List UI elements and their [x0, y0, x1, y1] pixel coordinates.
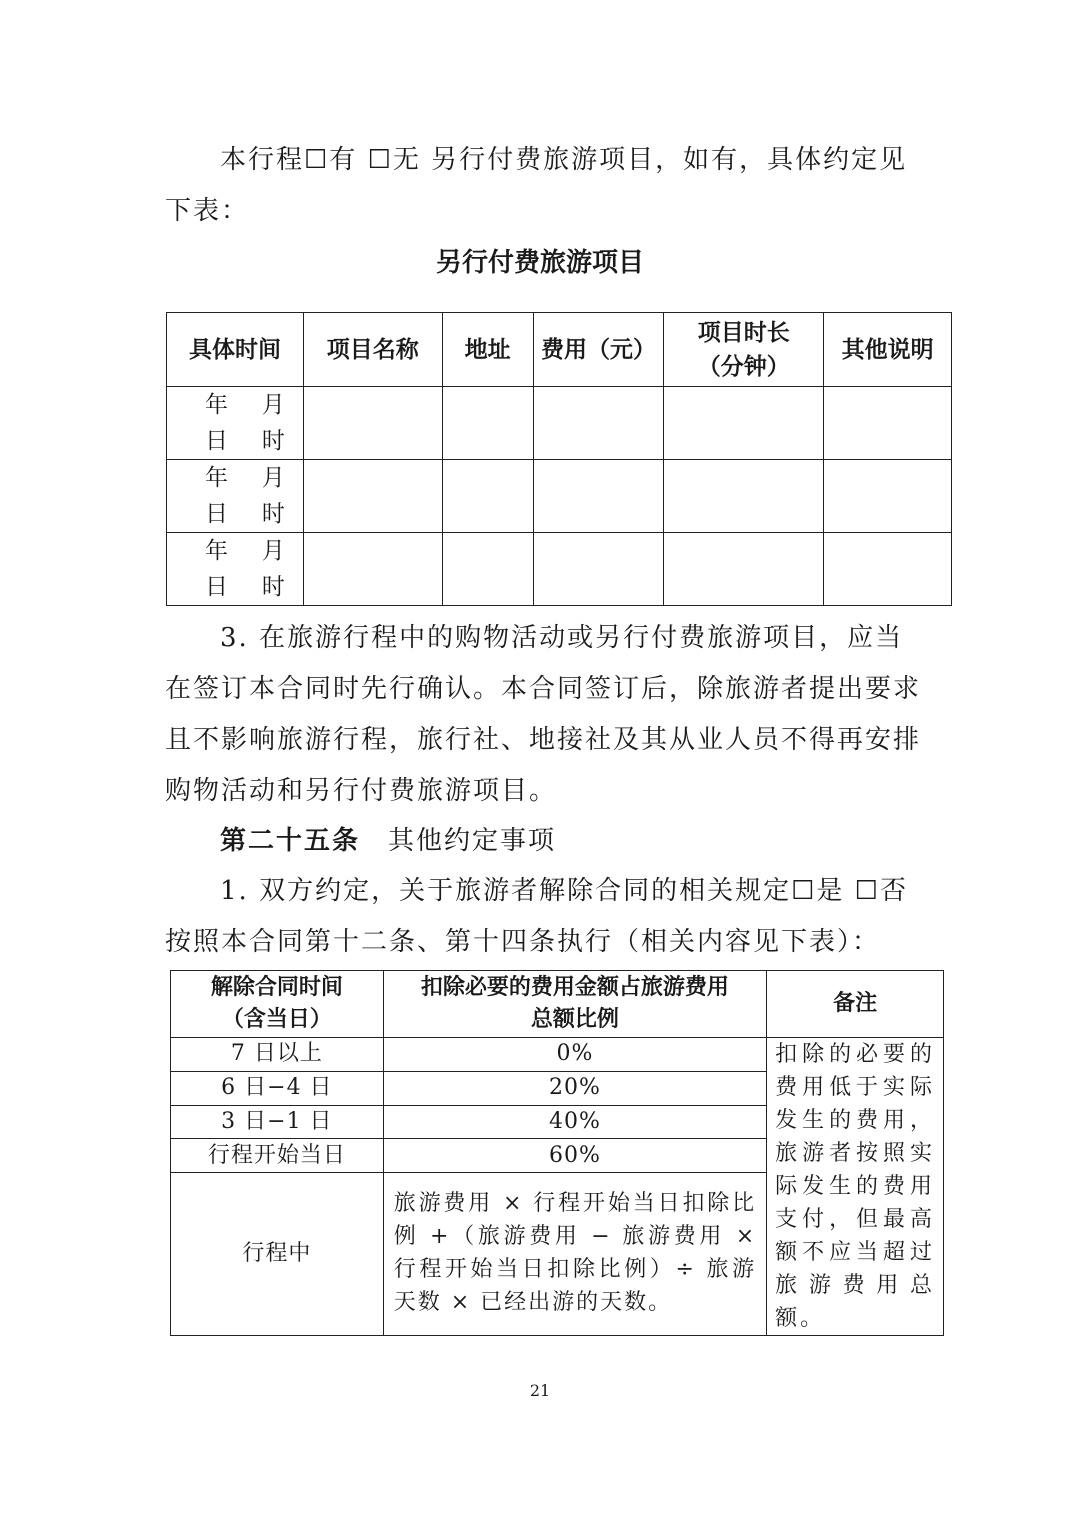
ratio-cell: 0% — [383, 1038, 766, 1072]
article-25-heading — [220, 818, 556, 864]
time-cell: 行程中 — [171, 1173, 384, 1336]
date-cell: 年 月 日 时 — [167, 387, 304, 460]
empty-cell — [442, 533, 533, 606]
clause-3-paragraph: 3. 在旅游行程中的购物活动或另行付费旅游项目，应当在签订本合同时先行确认。本合同签订后，除旅游者提出要求且不影响旅游行程，旅行社、地接社及其从业人员不得再安排购物活动和另行付费旅游项目。 — [165, 623, 922, 806]
intro-paragraph: 本行程☐有 ☐无 另行付费旅游项目，如有，具体约定见下表： — [165, 145, 908, 226]
table-row — [167, 460, 952, 533]
header-duration-line1: 项目时长 — [697, 319, 790, 346]
header-specific-time: 具体时间 — [167, 313, 304, 387]
empty-cell — [442, 460, 533, 533]
header-deduction-ratio: 扣除必要的费用金额占旅游费用 总额比例 — [383, 971, 766, 1038]
date-cell: 年 月 日 时 — [167, 533, 304, 606]
empty-cell — [824, 460, 952, 533]
ratio-cell: 60% — [383, 1139, 766, 1173]
article-number: 第二十五条 — [220, 826, 361, 856]
header-duration — [664, 313, 824, 387]
empty-cell — [533, 460, 664, 533]
time-cell: 6 日−4 日 — [171, 1071, 384, 1105]
clause-1-paragraph: 1. 双方约定，关于旅游者解除合同的相关规定☐是 ☐否按照本合同第十二条、第十四条执行（相关内容见下表）： — [165, 876, 908, 957]
table-row — [167, 533, 952, 606]
formula-cell: 旅游费用 × 行程开始当日扣除比例 +（旅游费用 − 旅游费用 × 行程开始当日扣除比例）÷ 旅游天数 × 已经出游的天数。 — [383, 1173, 766, 1336]
header-duration-line2: （分钟） — [697, 353, 790, 380]
empty-cell — [303, 387, 442, 460]
table1-title: 另行付费旅游项目 — [435, 248, 644, 278]
header-termination-time: 解除合同时间 （含当日） — [171, 971, 384, 1038]
date-cell: 年 月 日 时 — [167, 460, 304, 533]
header-cost: 费用（元） — [533, 313, 664, 387]
empty-cell — [303, 533, 442, 606]
empty-cell — [664, 533, 824, 606]
empty-cell — [664, 387, 824, 460]
empty-cell — [533, 533, 664, 606]
empty-cell — [303, 460, 442, 533]
ratio-cell: 20% — [383, 1071, 766, 1105]
table-row — [167, 387, 952, 460]
header-other-notes: 其他说明 — [824, 313, 952, 387]
empty-cell — [442, 387, 533, 460]
time-cell: 3 日−1 日 — [171, 1105, 384, 1139]
table-header-row — [171, 971, 944, 1038]
empty-cell — [664, 460, 824, 533]
remarks-cell: 扣除的必要的费用低于实际发生的费用，旅游者按照实际发生的费用支付，但最高额不应当超过旅游费用总额。 — [767, 1038, 944, 1336]
time-cell: 7 日以上 — [171, 1038, 384, 1072]
empty-cell — [824, 387, 952, 460]
header-item-name: 项目名称 — [303, 313, 442, 387]
article-title: 其他约定事项 — [388, 826, 557, 856]
time-cell: 行程开始当日 — [171, 1139, 384, 1173]
empty-cell — [533, 387, 664, 460]
header-remarks: 备注 — [767, 971, 944, 1038]
table-row — [171, 1038, 944, 1072]
table-header-row — [167, 313, 952, 387]
page-number: 21 — [529, 1381, 551, 1400]
empty-cell — [824, 533, 952, 606]
termination-deduction-table — [170, 970, 944, 1336]
extra-fee-items-table — [166, 312, 952, 606]
header-address: 地址 — [442, 313, 533, 387]
ratio-cell: 40% — [383, 1105, 766, 1139]
